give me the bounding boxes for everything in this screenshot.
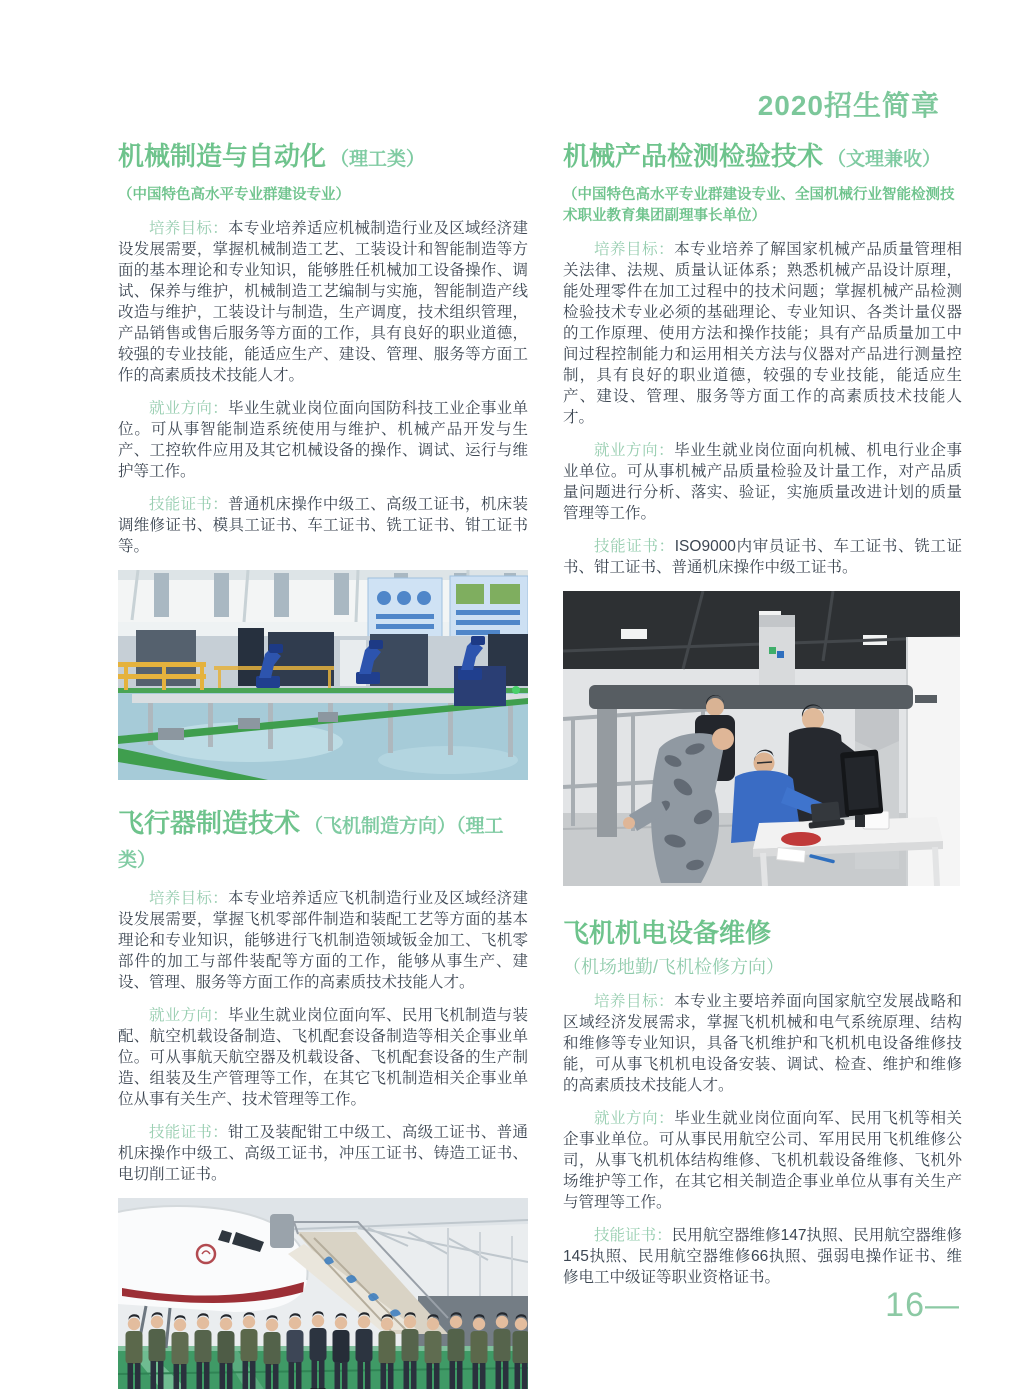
section-subtitle: （机场地勤/飞机检修方向）: [563, 957, 784, 978]
section-aircraft-manufacturing: [118, 808, 528, 1389]
photo-smart-manufacturing-line: [118, 570, 528, 780]
certs-paragraph: [563, 1225, 962, 1288]
jobs-paragraph: [563, 1108, 962, 1213]
section-title-text: 飞机机电设备维修: [563, 918, 772, 949]
section-title-text: 飞行器制造技术: [118, 808, 301, 839]
goal-paragraph: [118, 888, 528, 993]
photo-aircraft-hangar-group: [118, 1198, 528, 1389]
section-title-suffix: （理工类）: [330, 149, 426, 170]
goal-label: 培养目标：: [149, 220, 229, 238]
goal-text: 本专业培养适应飞机制造行业及区域经济建设发展需要，掌握飞机零部件制造和装配工艺等方面的基本理论和专业知识，能够进行飞机制造领域钣金加工、飞机零部件的加工与部件装配等方面的工作，能够从事生产、建设、管理、服务等方面工作的高素质技术技能人才。: [118, 890, 528, 992]
goal-label: 培养目标：: [594, 241, 675, 259]
section-title: [118, 141, 528, 175]
section-title-suffix: （文理兼收）: [827, 149, 942, 170]
section-aircraft-electromechanical-maintenance: [563, 918, 962, 1288]
section-subtitle: （中国特色高水平专业群建设专业）: [118, 187, 350, 203]
section-title: [118, 808, 528, 876]
certs-label: 技能证书：: [594, 538, 675, 556]
certs-text: 普通机床操作中级工、高级工证书，机床装调维修证书、模具工证书、车工证书、铣工证书、钳工证书等。: [118, 496, 528, 556]
goal-text: 本专业主要培养面向国家航空发展战略和区域经济发展需求，掌握飞机机械和电气系统原理、结构和维修等专业知识，具备飞机维护和飞机机电设备维修技能，可从事飞机机电设备安装、调试、检查、维护和维修的高素质技术技能人才。: [563, 993, 962, 1095]
jobs-text: 毕业生就业岗位面向机械、机电行业企事业单位。可从事机械产品质量检验及计量工作，对产品质量问题进行分析、落实、验证，实施质量改进计划的质量管理等工作。: [563, 442, 962, 523]
page-header-title: 2020招生简章: [757, 90, 940, 121]
jobs-label: 就业方向：: [149, 400, 229, 418]
right-column: [563, 141, 962, 1288]
jobs-paragraph: [118, 398, 528, 482]
section-title: [563, 141, 962, 175]
jobs-text: 毕业生就业岗位面向军、民用飞机制造与装配、航空机载设备制造、飞机配套设备制造等相关企事业单位。可从事航天航空器及机载设备、飞机配套设备的生产制造、组装及生产管理等工作，在其它飞机制造相关企事业单位从事有关生产、技术管理等工作。: [118, 1007, 528, 1109]
section-subtitle: （中国特色高水平专业群建设专业、全国机械行业智能检测技术职业教育集团副理事长单位）: [563, 187, 955, 225]
jobs-label: 就业方向：: [594, 1110, 675, 1128]
section-title: [563, 918, 962, 948]
section-title-suffix: （飞机制造方向）（理工类）: [118, 816, 504, 872]
goal-paragraph: [118, 218, 528, 386]
goal-paragraph: [563, 991, 962, 1096]
goal-text: 本专业培养了解国家机械产品质量管理相关法律、法规、质量认证体系；熟悉机械产品设计原理，能处理零件在加工过程中的技术问题；掌握机械产品检测检验技术专业必须的基础理论、专业知识、各类计量仪器的工作原理、使用方法和操作技能；具有产品质量加工中间过程控制能力和运用相关方法与仪器对产品进行测量控制，具有良好的职业道德，较强的专业技能，能适应生产、建设、管理、服务等方面工作的高素质技术技能人才。: [563, 241, 962, 427]
section-title-text: 机械制造与自动化: [118, 141, 327, 171]
jobs-text: 毕业生就业岗位面向军、民用飞机等相关企事业单位。可从事民用航空公司、军用民用飞机维修公司，从事飞机机体结构维修、飞机机载设备维修、飞机外场维护等工作，在其它相关制造企事业单位从事有关生产与管理等工作。: [563, 1110, 962, 1212]
goal-label: 培养目标：: [149, 890, 229, 908]
certs-paragraph: [118, 494, 528, 557]
page-number: 16—: [885, 1286, 960, 1324]
section-title-text: 机械产品检测检验技术: [563, 141, 824, 171]
certs-label: 技能证书：: [149, 496, 229, 514]
section-mechanical-manufacturing: [118, 141, 528, 780]
section-product-inspection: [563, 141, 962, 886]
jobs-paragraph: [563, 440, 962, 524]
left-column: [118, 141, 528, 1389]
certs-label: 技能证书：: [149, 1124, 229, 1142]
jobs-label: 就业方向：: [149, 1007, 229, 1025]
jobs-label: 就业方向：: [594, 442, 675, 460]
photo-cmm-inspection-lab: [563, 591, 960, 886]
goal-label: 培养目标：: [594, 993, 675, 1011]
certs-text: ISO9000内审员证书、车工证书、铣工证书、钳工证书、普通机床操作中级工证书。: [563, 538, 962, 577]
jobs-paragraph: [118, 1005, 528, 1110]
goal-paragraph: [563, 239, 962, 428]
certs-paragraph: [118, 1122, 528, 1185]
certs-text: 民用航空器维修147执照、民用航空器维修145执照、民用航空器维修66执照、强弱电操作证书、维修电工中级证等职业资格证书。: [563, 1227, 962, 1287]
goal-text: 本专业培养适应机械制造行业及区域经济建设发展需要，掌握机械制造工艺、工装设计和智能制造等方面的基本理论和专业知识，能够胜任机械加工设备操作、调试、保养与维护，机械制造工艺编制与实施，智能制造产线改造与维护，工装设计与制造，生产调度，技术组织管理，产品销售或售后服务等方面的工作，具有良好的职业道德，较强的专业技能，能适应生产、建设、管理、服务等方面工作的高素质技术技能人才。: [118, 220, 528, 385]
certs-label: 技能证书：: [594, 1227, 672, 1245]
certs-text: 钳工及装配钳工中级工、高级工证书、普通机床操作中级工、高级工证书，冲压工证书、铸造工证书、电切削工证书。: [118, 1124, 528, 1184]
certs-paragraph: [563, 536, 962, 578]
jobs-text: 毕业生就业岗位面向国防科技工业企事业单位。可从事智能制造系统使用与维护、机械产品开发与生产、工控软件应用及其它机械设备的操作、调试、运行与维护等工作。: [118, 400, 528, 481]
